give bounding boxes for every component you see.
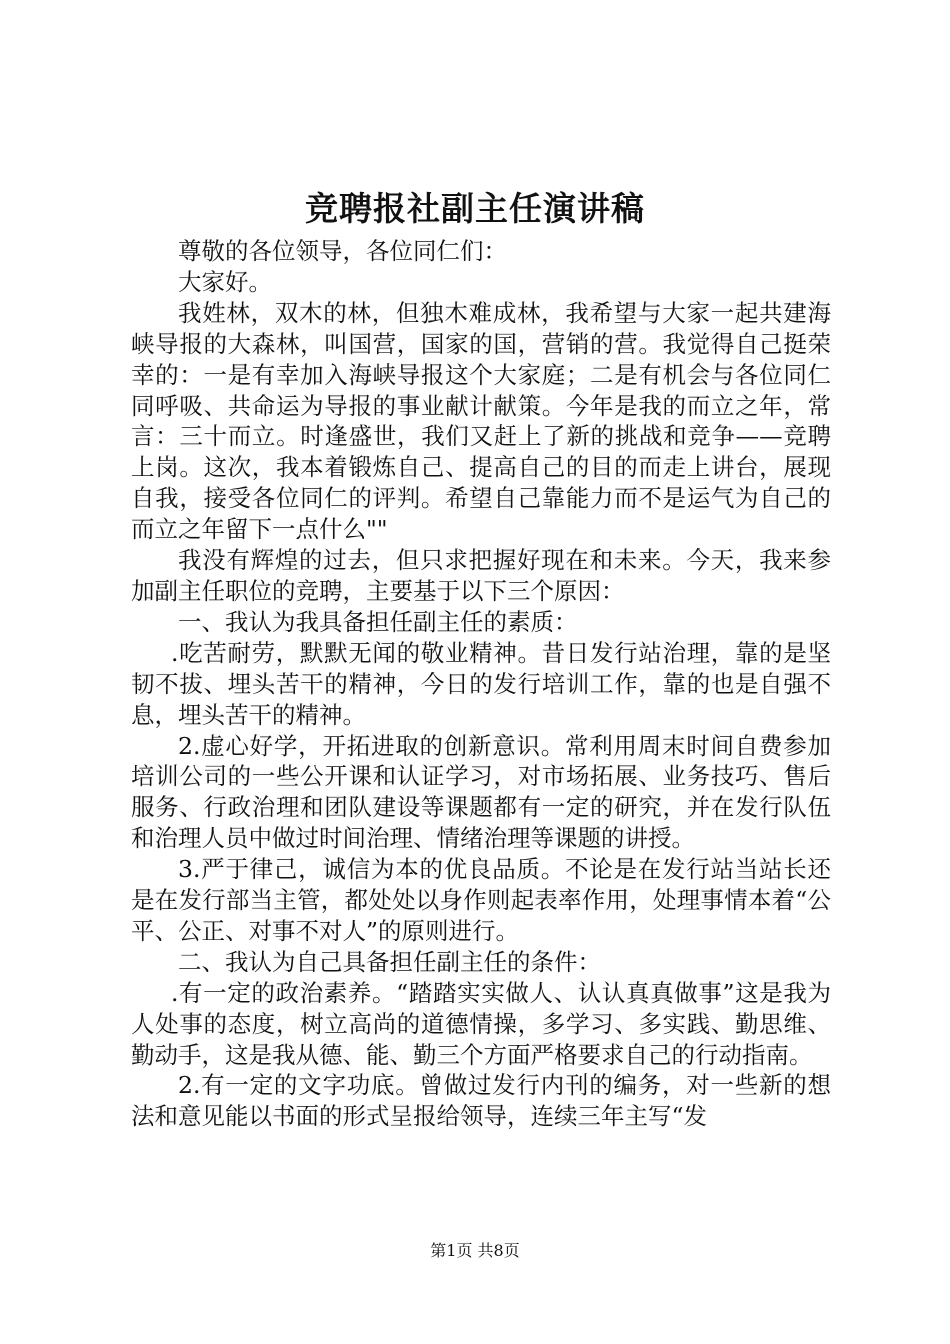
paragraph-introduction: 我姓林，双木的林，但独木难成林，我希望与大家一起共建海峡导报的大森林，叫国营，国家的国，营销的营。我觉得自己挺荣幸的：一是有幸加入海峡导报这个大家庭；二是有机会与各位同仁同呼吸、共命运为导报的事业献计献策。今年是我的而立之年，常言：三十而立。时逢盛世，我们又赶上了新的挑战和竞争——竞聘上岗。这次，我本着锻炼自己、提高自己的目的而走上讲台，展现自我，接受各位同仁的评判。希望自己靠能力而不是运气为自己的而立之年留下一点什么"" <box>131 298 831 544</box>
section-heading-conditions: 二、我认为自己具备担任副主任的条件： <box>178 947 601 976</box>
list-item-quality-3: 3.严于律己，诚信为本的优良品质。不论是在发行站当站长还是在发行部当主管，都处处以身作则起表率作用，处理事情本着“公平、公正、对事不对人”的原则进行。 <box>131 855 831 945</box>
document-body <box>131 236 831 1132</box>
greeting: 大家好。 <box>178 267 272 296</box>
list-item-quality-2: 2.虚心好学，开拓进取的创新意识。常利用周末时间自费参加培训公司的一些公开课和认证学习，对市场拓展、业务技巧、售后服务、行政治理和团队建设等课题都有一定的研究，并在发行队伍和治理人员中做过时间治理、情绪治理等课题的讲授。 <box>131 731 831 853</box>
list-item-quality-1: .吃苦耐劳，默默无闻的敬业精神。昔日发行站治理，靠的是坚韧不拔、埋头苦干的精神，今日的发行培训工作，靠的也是自强不息，埋头苦干的精神。 <box>131 638 831 729</box>
page-footer: 第1页 共8页 <box>430 1241 520 1260</box>
section-heading-qualities: 一、我认为我具备担任副主任的素质： <box>178 607 578 636</box>
paragraph-reasons-intro: 我没有辉煌的过去，但只求把握好现在和未来。今天，我来参加副主任职位的竞聘，主要基于以下三个原因： <box>131 546 831 605</box>
page-title: 竞聘报社副主任演讲稿 <box>305 189 645 228</box>
list-item-condition-2: 2.有一定的文字功底。曾做过发行内刊的编务，对一些新的想法和意见能以书面的形式呈报给领导，连续三年主写“发 <box>131 1071 831 1131</box>
salutation: 尊敬的各位领导，各位同仁们： <box>178 237 507 265</box>
list-item-condition-1: .有一定的政治素养。“踏踏实实做人、认认真真做事”这是我为人处事的态度，树立高尚的道德情操，多学习、多实践、勤思维、勤动手，这是我从德、能、勤三个方面严格要求自己的行动指南。 <box>131 978 831 1069</box>
